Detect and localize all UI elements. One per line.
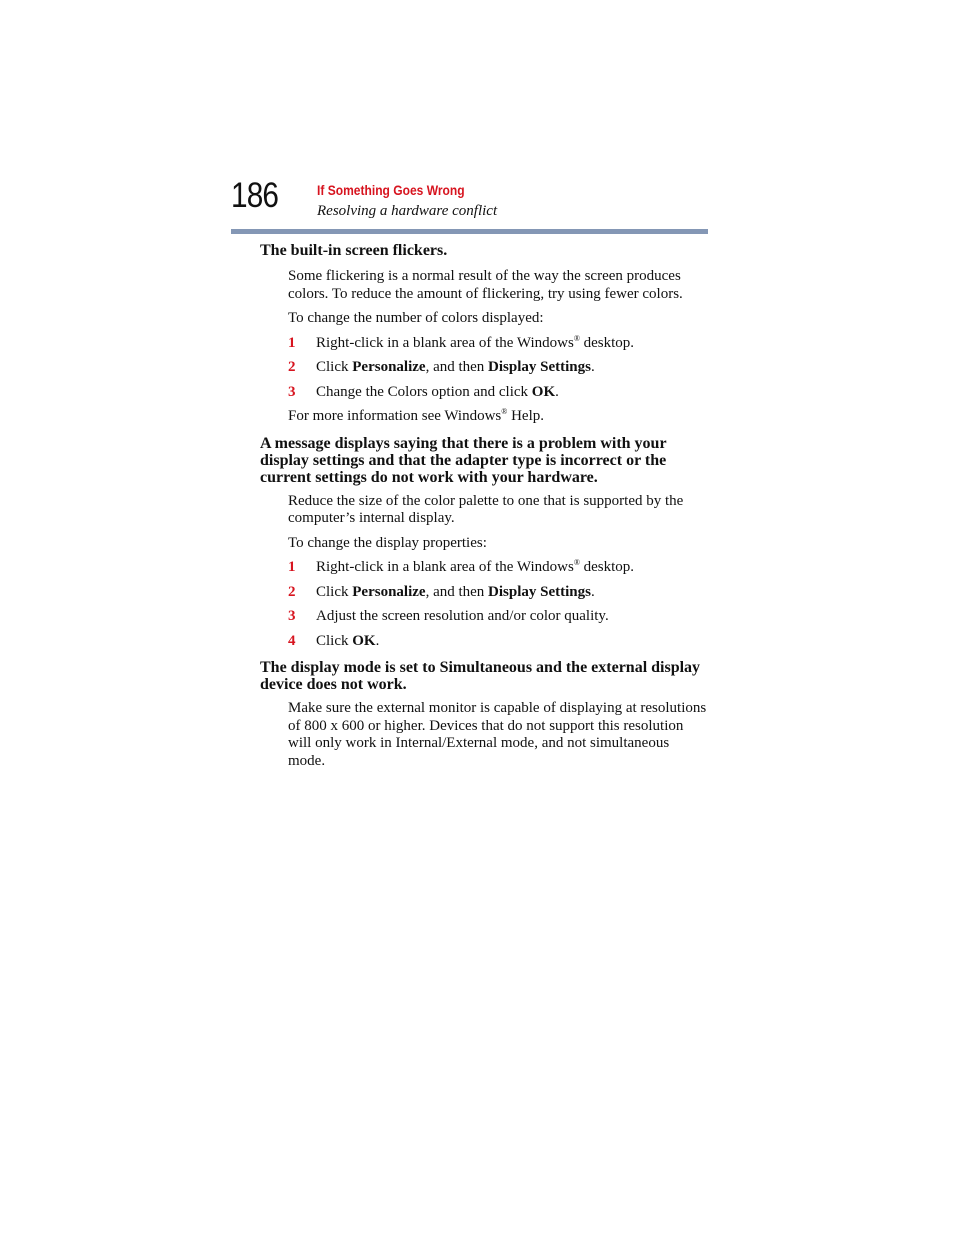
ui-term: Display Settings: [488, 583, 591, 600]
step-number: 2: [288, 359, 296, 375]
paragraph: To change the display properties:: [288, 534, 487, 551]
paragraph-text: Help.: [507, 408, 545, 424]
section-title: Resolving a hardware conflict: [317, 203, 498, 219]
step-item: [288, 559, 708, 577]
step-text: Right-click in a blank area of the Windows: [316, 559, 574, 575]
paragraph: Some flickering is a normal result of the way the screen produces colors. To reduce the amount of flickering, try using fewer colors.: [288, 268, 683, 302]
paragraph: Make sure the external monitor is capable of displaying at resolutions of 800 x 600 or higher. Devices that do not support this resolution will only work in Internal/External mode, and not simultaneous mode.: [288, 700, 707, 769]
step-number: 2: [288, 583, 296, 600]
step-item: [288, 608, 708, 626]
ui-term: OK: [352, 632, 376, 649]
step-text: Click: [316, 583, 353, 600]
step-text: Click: [316, 359, 353, 375]
step-text: , and then: [425, 583, 489, 600]
registered-mark: ®: [501, 407, 508, 416]
step-text: .: [555, 383, 559, 400]
step-text: Right-click in a blank area of the Windows: [316, 334, 574, 351]
step-text: Adjust the screen resolution and/or color quality.: [316, 608, 609, 624]
page-content: [260, 240, 708, 770]
problem-heading: The display mode is set to Simultaneous and the external display device does not work.: [260, 659, 701, 693]
step-text: desktop.: [579, 334, 635, 351]
ui-term: OK: [531, 383, 556, 400]
step-number: 1: [288, 559, 296, 575]
paragraph-text: For more information see Windows: [288, 408, 502, 424]
paragraph: Reduce the size of the color palette to one that is supported by the computer’s internal display.: [288, 492, 684, 526]
step-text: .: [590, 583, 595, 600]
paragraph: [288, 408, 708, 426]
header-rule: [231, 229, 708, 234]
step-number: 3: [288, 383, 296, 400]
registered-mark: ®: [573, 558, 580, 567]
step-text: Click: [316, 632, 353, 649]
chapter-title: If Something Goes Wrong: [317, 182, 465, 198]
problem-heading: The built-in screen flickers.: [260, 242, 448, 259]
step-number: 4: [288, 632, 296, 649]
step-text: desktop.: [579, 559, 635, 575]
step-text: .: [590, 359, 595, 375]
ui-term: Display Settings: [488, 359, 591, 375]
step-item: [288, 384, 708, 402]
ui-term: Personalize: [352, 359, 426, 375]
step-item: [288, 633, 708, 651]
ui-term: Personalize: [352, 583, 426, 600]
page-number: 186: [231, 176, 279, 215]
problem-heading: A message displays saying that there is a problem with your display settings and that the adapter type is incorrect or the current settings do not work with your hardware.: [260, 434, 667, 486]
step-item: [288, 584, 708, 602]
step-text: Change the Colors option and click: [316, 383, 532, 400]
step-number: 1: [288, 334, 296, 351]
registered-mark: ®: [573, 333, 580, 343]
step-text: .: [375, 632, 380, 649]
solution-body: [288, 700, 708, 770]
step-text: , and then: [425, 359, 489, 375]
solution-body: [288, 493, 708, 651]
step-number: 3: [288, 608, 296, 624]
solution-body: [288, 268, 708, 426]
step-item: [288, 359, 708, 377]
paragraph: To change the number of colors displayed:: [288, 310, 544, 326]
step-item: [288, 335, 708, 353]
